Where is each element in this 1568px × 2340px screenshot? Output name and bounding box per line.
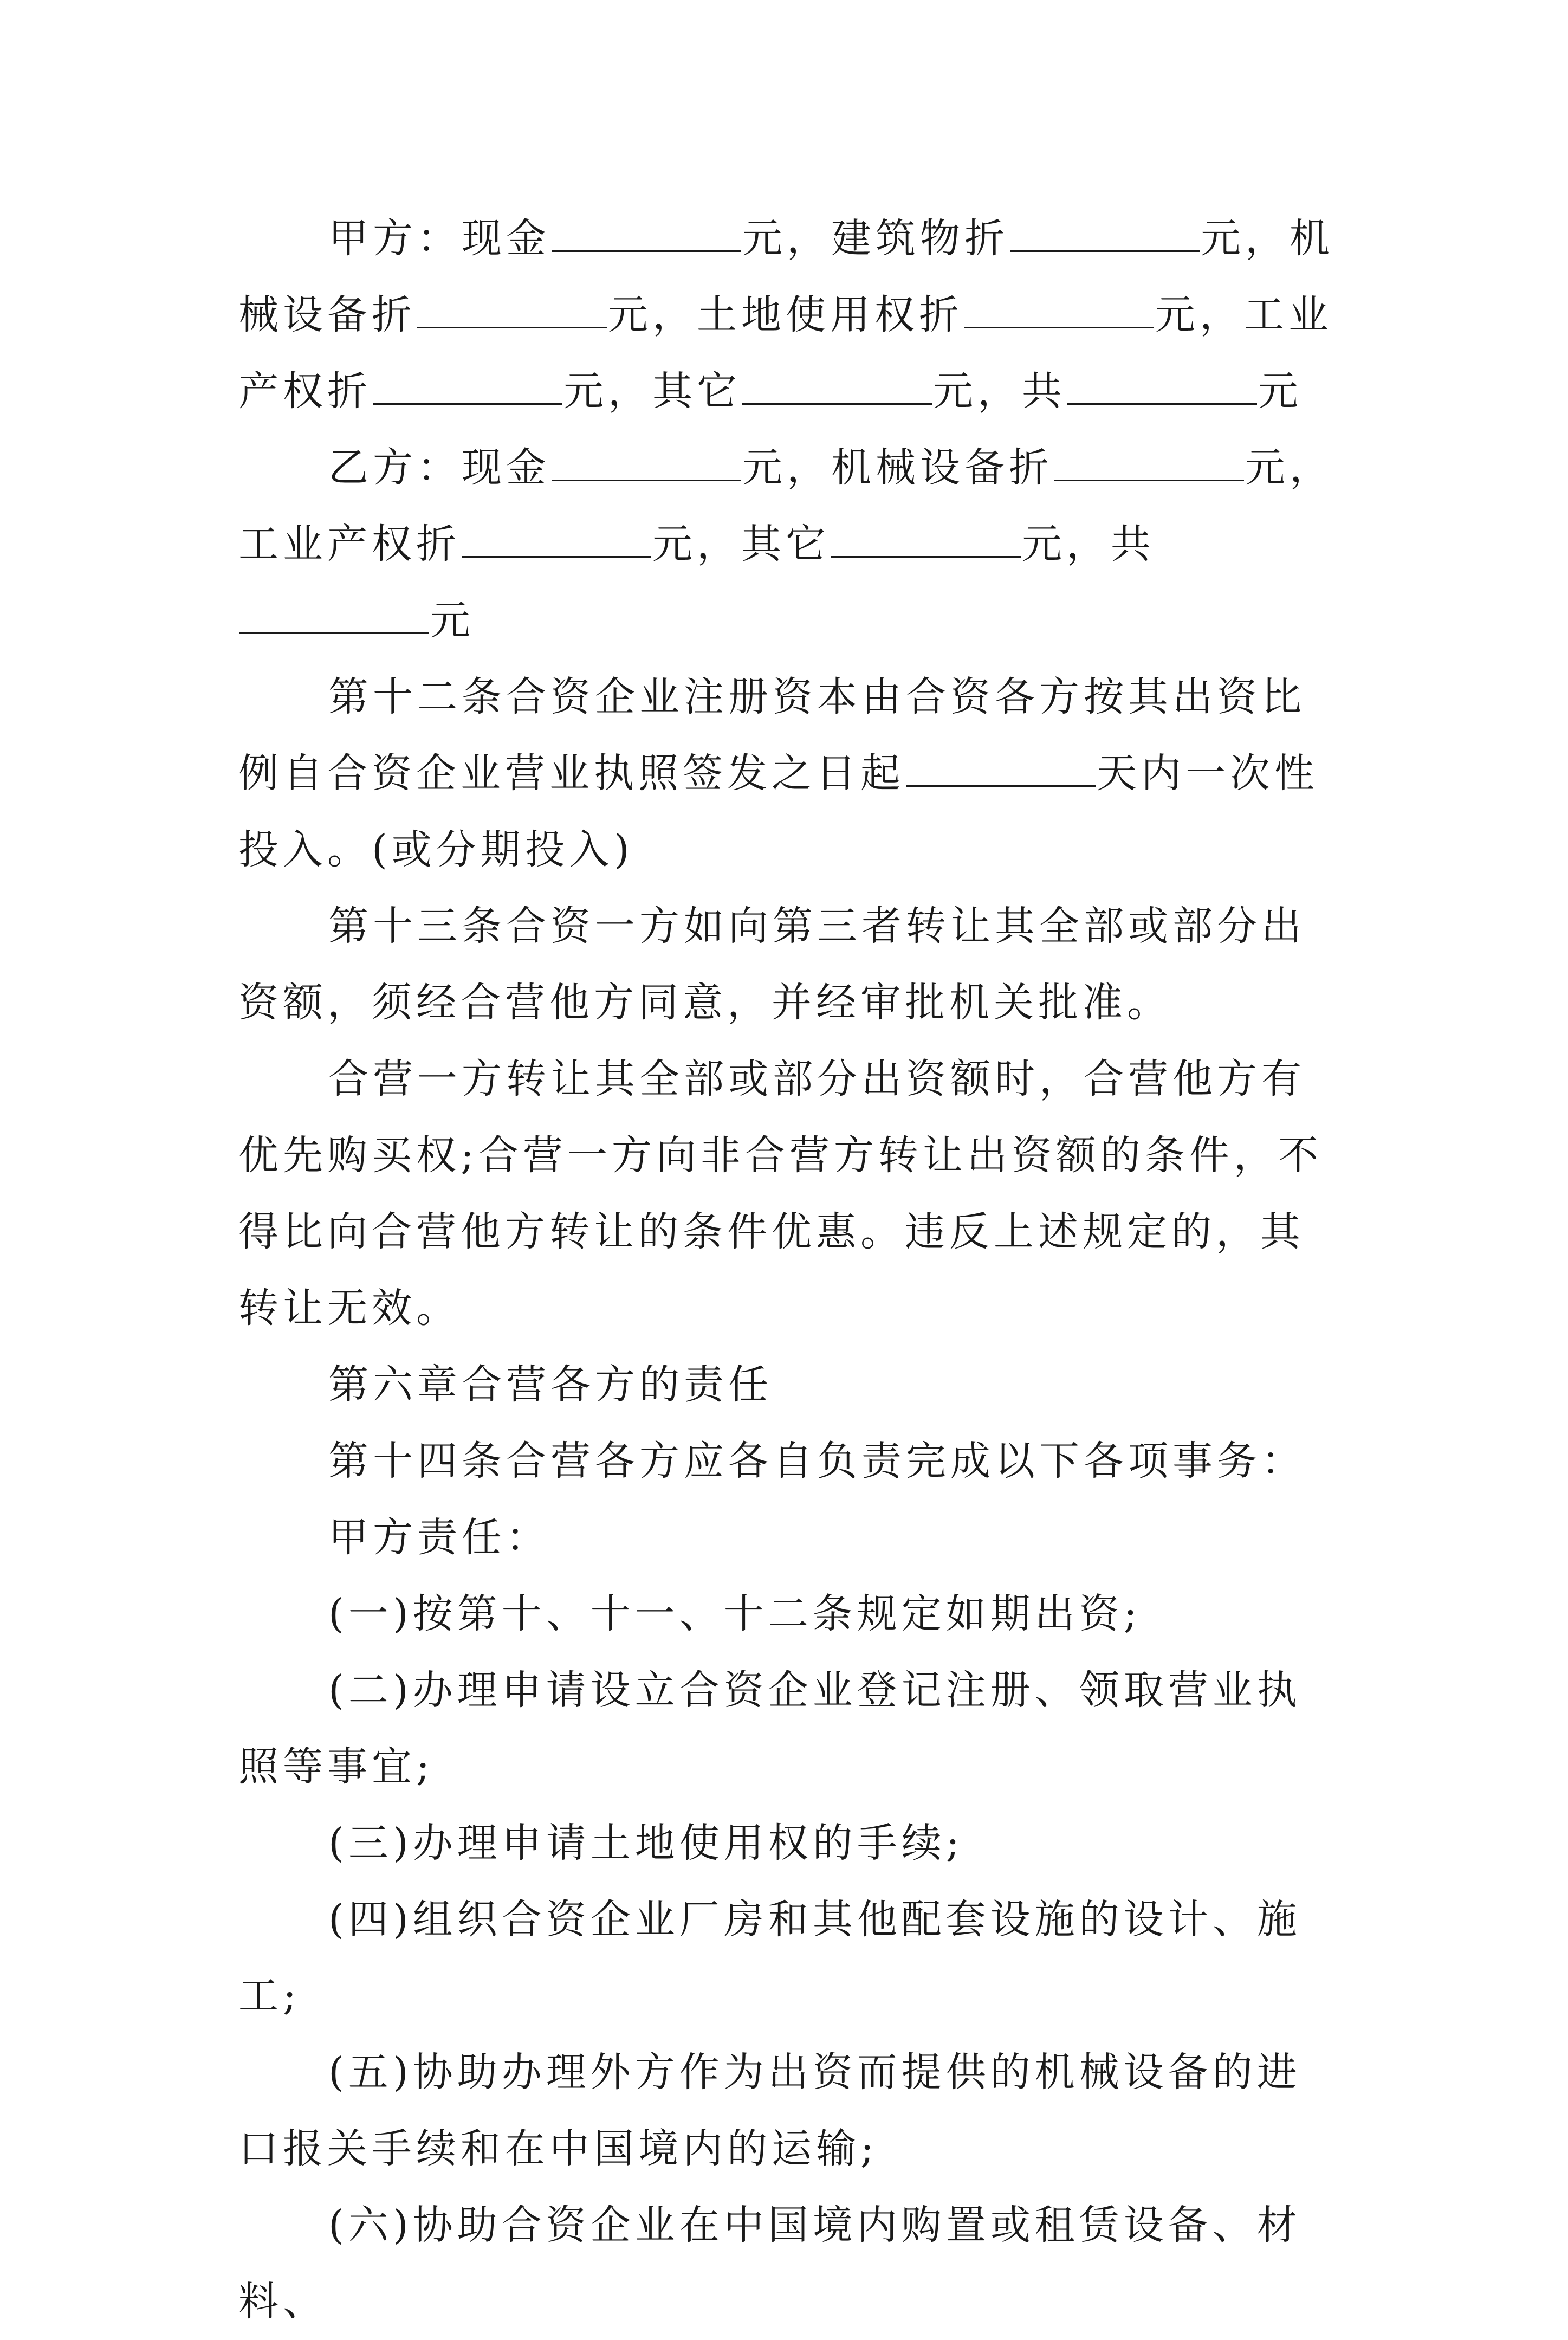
text-run: 元，共 — [1022, 521, 1155, 567]
fill-in-blank — [1010, 240, 1200, 252]
text-run: 元，机械设备折 — [238, 215, 1334, 338]
text-run: 乙方：现金 — [328, 444, 550, 491]
fill-in-blank — [373, 392, 562, 405]
text-run: 元，建筑物折 — [742, 215, 1009, 262]
article-13: 第十三条合资一方如向第三者转让其全部或部分出资额，须经合营他方同意，并经审批机关批准。 — [238, 903, 1306, 1026]
text-run: 元，工业产权折 — [238, 292, 1333, 415]
party-b-contribution — [238, 430, 1344, 659]
list-item: (五)协助办理外方作为出资而提供的机械设备的进口报关手续和在中国境内的运输; — [238, 2049, 1301, 2172]
fill-in-blank — [552, 240, 741, 252]
text-run: 元，机械设备折 — [742, 444, 1053, 491]
text-run: 元 — [1258, 368, 1303, 415]
text-run: 天内一次性投入。(或分期投入) — [238, 750, 1319, 873]
transfer-preemption-clause: 合营一方转让其全部或部分出资额时，合营他方有优先购买权;合营一方向非合营方转让出资额的条件，不得比向合营他方转让的条件优惠。违反上述规定的，其转让无效。 — [238, 1056, 1323, 1331]
list-item: (四)组织合资企业厂房和其他配套设施的设计、施工; — [238, 1896, 1301, 2019]
fill-in-blank — [742, 392, 932, 405]
list-item: (三)办理申请土地使用权的手续; — [328, 1820, 964, 1866]
text-run: 元 — [430, 597, 475, 644]
text-run: 元，共 — [933, 368, 1066, 415]
text-run: 元，土地使用权折 — [608, 292, 963, 338]
text-run: 元，其它 — [652, 521, 830, 567]
article-12 — [238, 659, 1344, 888]
party-a-contribution — [238, 201, 1344, 430]
chapter-6-heading: 第六章合营各方的责任 — [328, 1361, 773, 1408]
list-item: (二)办理申请设立合资企业登记注册、领取营业执照等事宜; — [238, 1667, 1301, 1790]
fill-in-blank — [552, 469, 741, 481]
document-body — [238, 201, 1344, 2340]
text-run: 甲方：现金 — [328, 215, 550, 262]
fill-in-blank — [1054, 469, 1244, 481]
fill-in-blank — [417, 316, 607, 328]
party-a-responsibilities-heading: 甲方责任： — [328, 1514, 550, 1561]
fill-in-blank — [462, 545, 651, 558]
text-run: 元，其它 — [563, 368, 741, 415]
list-item: (六)协助合资企业在中国境内购置或租赁设备、材料、 — [238, 2202, 1301, 2325]
fill-in-blank — [831, 545, 1021, 558]
text-run: 元，工业产权折 — [238, 444, 1334, 567]
fill-in-blank — [1067, 392, 1257, 405]
article-14: 第十四条合营各方应各自负责完成以下各项事务： — [328, 1438, 1306, 1484]
fill-in-blank — [239, 622, 429, 634]
list-item: (一)按第十、十一、十二条规定如期出资; — [328, 1591, 1142, 1637]
text-run: 第十二条合资企业注册资本由合资各方按其出资比例自合资企业营业执照签发之日起 — [238, 674, 1306, 797]
fill-in-blank — [964, 316, 1154, 328]
fill-in-blank — [906, 774, 1096, 787]
